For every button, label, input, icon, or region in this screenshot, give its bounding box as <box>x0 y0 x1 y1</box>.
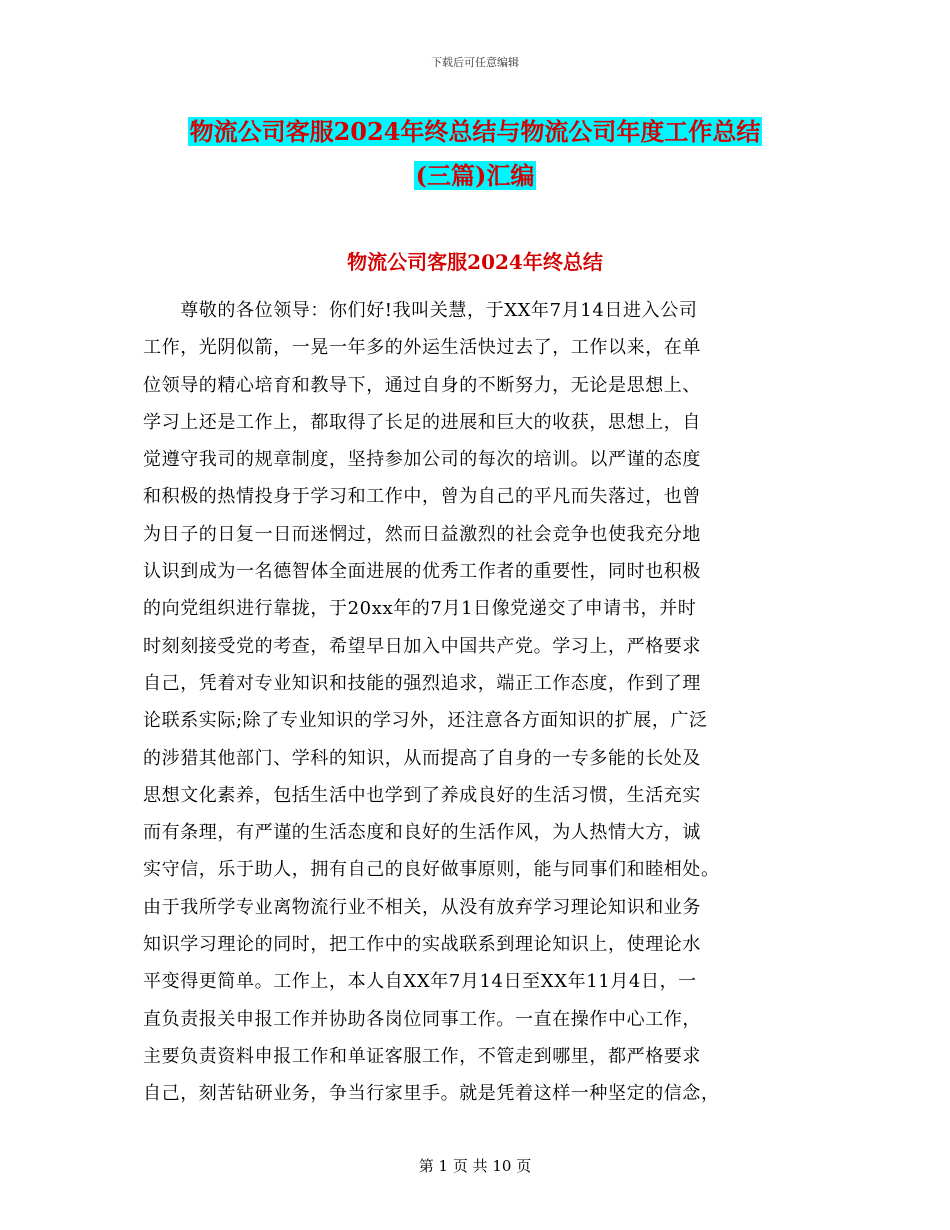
paragraph-line: 直负责报关申报工作并协助各岗位同事工作。一直在操作中心工作， <box>143 1008 701 1030</box>
paragraph-line: 平变得更简单。工作上，本人自XX年7月14日至XX年11月4日，一 <box>143 971 697 993</box>
paragraph-line: 知识学习理论的同时，把工作中的实战联系到理论知识上，使理论水 <box>143 934 701 956</box>
paragraph-line: 和积极的热情投身于学习和工作中，曾为自己的平凡而失落过，也曾 <box>143 486 701 508</box>
section-title: 物流公司客服2024年终总结 <box>347 250 603 274</box>
header-note: 下载后可任意编辑 <box>431 56 519 69</box>
paragraph-line: 时刻刻接受党的考查，希望早日加入中国共产党。学习上，严格要求 <box>143 635 701 657</box>
paragraph-line: 自己，凭着对专业知识和技能的强烈追求，端正工作态度，作到了理 <box>143 672 701 694</box>
paragraph-line: 觉遵守我司的规章制度，坚持参加公司的每次的培训。以严谨的态度 <box>143 449 701 471</box>
paragraph-line: 为日子的日复一日而迷惘过，然而日益激烈的社会竞争也使我充分地 <box>143 523 701 545</box>
document-title-line-1 <box>0 110 950 154</box>
paragraph-line: 学习上还是工作上，都取得了长足的进展和巨大的收获，思想上，自 <box>143 411 701 433</box>
paragraph-line: 自己，刻苦钻研业务，争当行家里手。就是凭着这样一种坚定的信念， <box>143 1083 720 1105</box>
page-footer: 第 1 页 共 10 页 <box>418 1157 532 1175</box>
paragraph-line: 实守信，乐于助人，拥有自己的良好做事原则，能与同事们和睦相处。 <box>143 859 720 881</box>
paragraph-line: 论联系实际;除了专业知识的学习外，还注意各方面知识的扩展，广泛 <box>143 710 708 732</box>
title-highlight-2: (三篇)汇编 <box>415 161 535 190</box>
paragraph-line: 的涉猎其他部门、学科的知识，从而提高了自身的一专多能的长处及 <box>143 747 701 769</box>
body-paragraph <box>143 292 808 1113</box>
title-highlight-1: 物流公司客服2024年终总结与物流公司年度工作总结 <box>189 117 761 146</box>
paragraph-line: 认识到成为一名德智体全面进展的优秀工作者的重要性，同时也积极 <box>143 561 701 583</box>
paragraph-line: 位领导的精心培育和教导下，通过自身的不断努力，无论是思想上、 <box>143 374 701 396</box>
paragraph-line: 工作，光阴似箭，一晃一年多的外运生活快过去了，工作以来，在单 <box>143 337 701 359</box>
paragraph-line: 尊敬的各位领导：你们好!我叫关慧，于XX年7月14日进入公司 <box>143 300 698 321</box>
paragraph-line: 主要负责资料申报工作和单证客服工作，不管走到哪里，都严格要求 <box>143 1045 701 1067</box>
paragraph-line: 的向党组织进行靠拢，于20xx年的7月1日像党递交了申请书，并时 <box>143 598 697 620</box>
paragraph-line: 而有条理，有严谨的生活态度和良好的生活作风，为人热情大方，诚 <box>143 822 701 844</box>
paragraph-line: 由于我所学专业离物流行业不相关，从没有放弃学习理论知识和业务 <box>143 896 701 918</box>
document-title-line-2 <box>0 154 950 198</box>
paragraph-line: 思想文化素养，包括生活中也学到了养成良好的生活习惯，生活充实 <box>143 784 701 806</box>
